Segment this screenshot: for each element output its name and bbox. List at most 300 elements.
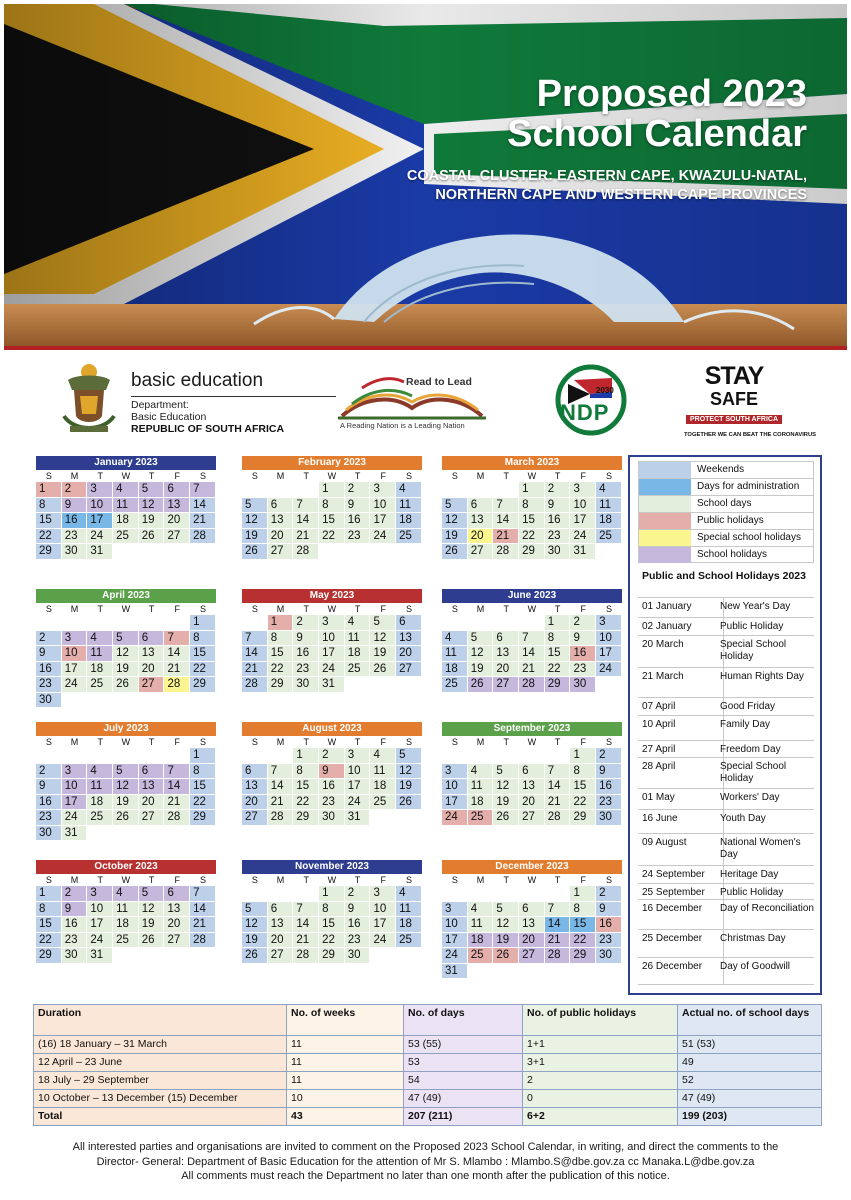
weekday-label: M	[476, 875, 485, 885]
calendar-day: 14	[293, 917, 319, 933]
calendar-day: 6	[268, 498, 294, 514]
calendar-day: 27	[164, 933, 190, 949]
calendar-day: 25	[468, 948, 494, 964]
calendar-day: 12	[493, 917, 519, 933]
weekday-label: S	[251, 471, 258, 481]
calendar-day: 19	[370, 646, 396, 662]
calendar-day: 8	[293, 764, 319, 780]
month-calendar	[242, 589, 422, 693]
summary-table	[33, 1004, 822, 1126]
calendar-day: 26	[139, 933, 165, 949]
calendar-day: 23	[345, 529, 371, 545]
month-grid	[36, 603, 216, 708]
calendar-day: 4	[396, 482, 422, 498]
calendar-day: 26	[493, 948, 519, 964]
cell-school-days: 51 (53)	[678, 1036, 822, 1054]
calendar-day: 5	[493, 764, 519, 780]
calendar-day: 16	[36, 662, 62, 678]
calendar-day: 10	[345, 764, 371, 780]
calendar-day: 3	[442, 764, 468, 780]
cell-school-days: 52	[678, 1072, 822, 1090]
calendar-day: 26	[113, 677, 139, 693]
empty-cell	[293, 886, 319, 902]
calendar-day: 29	[570, 948, 596, 964]
calendar-day: 21	[164, 662, 190, 678]
calendar-day: 30	[62, 948, 88, 964]
calendar-day: 29	[36, 948, 62, 964]
calendar-day: 17	[62, 662, 88, 678]
title-line-2: School Calendar	[507, 113, 807, 155]
coat-of-arms-icon	[58, 360, 120, 436]
month-grid	[442, 603, 622, 693]
calendar-day: 11	[396, 498, 422, 514]
holiday-name: Day of Reconciliation	[720, 903, 814, 914]
calendar-day: 25	[87, 810, 113, 826]
calendar-day: 22	[570, 933, 596, 949]
weekday-label: T	[354, 737, 361, 747]
holiday-date: 25 September	[642, 887, 705, 898]
calendar-day: 30	[545, 544, 571, 560]
holiday-name: National Women's Day	[720, 837, 801, 860]
calendar-day: 7	[190, 482, 216, 498]
cell-school-days: 47 (49)	[678, 1090, 822, 1108]
legend-swatch	[639, 496, 691, 512]
calendar-day: 31	[442, 964, 468, 980]
dbe-logo	[58, 360, 288, 440]
holiday-row	[638, 929, 814, 957]
calendar-day: 3	[596, 615, 622, 631]
empty-cell	[268, 748, 294, 764]
calendar-day: 9	[545, 498, 571, 514]
subtitle-line-2: NORTHERN CAPE AND WESTERN CAPE PROVINCES	[435, 187, 807, 203]
calendar-day: 26	[113, 810, 139, 826]
holiday-name: Family Day	[720, 719, 771, 730]
holiday-date: 01 May	[642, 792, 675, 803]
legend-label: Days for administration	[697, 481, 800, 492]
calendar-day: 7	[268, 764, 294, 780]
holiday-date: 25 December	[642, 933, 703, 944]
calendar-day: 25	[596, 529, 622, 545]
legend-swatch	[639, 530, 691, 546]
weekday-label: F	[174, 875, 181, 885]
calendar-day: 27	[242, 810, 268, 826]
weekday-label: W	[121, 737, 131, 747]
calendar-day: 13	[519, 917, 545, 933]
calendar-day: 17	[345, 779, 371, 795]
calendar-day: 26	[242, 544, 268, 560]
legend-swatch	[639, 513, 691, 529]
calendar-day: 2	[570, 615, 596, 631]
calendar-day: 15	[36, 513, 62, 529]
month-calendar	[36, 456, 216, 560]
footer-line-3: All comments must reach the Department no later than one month after the publication of this notice.	[181, 1170, 670, 1182]
weekday-label: T	[148, 471, 155, 481]
holiday-name: Human Rights Day	[720, 671, 804, 682]
holiday-row	[638, 667, 814, 697]
calendar-day: 30	[293, 677, 319, 693]
holiday-date: 27 April	[642, 744, 676, 755]
calendar-day: 16	[545, 513, 571, 529]
calendar-day: 5	[493, 902, 519, 918]
calendar-day: 10	[596, 631, 622, 647]
empty-cell	[242, 748, 268, 764]
calendar-day: 2	[36, 764, 62, 780]
cell-total-days: 207 (211)	[404, 1108, 523, 1126]
empty-cell	[493, 615, 519, 631]
calendar-day: 28	[545, 948, 571, 964]
calendar-day: 23	[36, 677, 62, 693]
weekday-label: S	[45, 737, 52, 747]
weekday-label: S	[451, 875, 458, 885]
calendar-day: 25	[468, 810, 494, 826]
calendar-day: 11	[468, 917, 494, 933]
empty-cell	[36, 615, 62, 631]
calendar-day: 10	[442, 917, 468, 933]
calendar-day: 20	[268, 529, 294, 545]
calendar-day: 9	[36, 779, 62, 795]
cell-public-holidays: 3+1	[523, 1054, 678, 1072]
calendar-day: 15	[268, 646, 294, 662]
calendar-day: 28	[190, 529, 216, 545]
calendar-day: 3	[370, 482, 396, 498]
month-title: June 2023	[442, 589, 622, 603]
weekday-label: S	[251, 604, 258, 614]
weekday-label: S	[451, 604, 458, 614]
calendar-day: 2	[319, 748, 345, 764]
calendar-day: 19	[493, 795, 519, 811]
calendar-day: 25	[370, 795, 396, 811]
cell-days: 54	[404, 1072, 523, 1090]
month-calendar	[242, 456, 422, 560]
calendar-day: 23	[319, 795, 345, 811]
calendar-day: 5	[242, 902, 268, 918]
calendar-day: 9	[62, 902, 88, 918]
calendar-day: 27	[164, 529, 190, 545]
cell-weeks: 11	[287, 1036, 404, 1054]
weekday-label: W	[327, 737, 337, 747]
weekday-label: T	[554, 471, 561, 481]
empty-cell	[468, 482, 494, 498]
weekday-label: W	[527, 737, 537, 747]
calendar-day: 4	[87, 764, 113, 780]
calendar-day: 14	[242, 646, 268, 662]
calendar-day: 20	[139, 662, 165, 678]
calendar-day: 20	[468, 529, 494, 545]
calendar-day: 27	[519, 948, 545, 964]
empty-cell	[545, 886, 571, 902]
calendar-day: 23	[596, 795, 622, 811]
calendar-day: 30	[570, 677, 596, 693]
calendar-day: 29	[319, 948, 345, 964]
cell-duration: 10 October – 13 December (15) December	[34, 1090, 287, 1108]
weekday-label: T	[97, 875, 103, 885]
calendar-day: 28	[493, 544, 519, 560]
calendar-day: 27	[493, 677, 519, 693]
calendar-day: 16	[36, 795, 62, 811]
stay-word: STAY	[704, 362, 764, 390]
month-title: January 2023	[36, 456, 216, 470]
calendar-day: 14	[493, 513, 519, 529]
weekday-label: S	[451, 471, 458, 481]
calendar-day: 24	[370, 529, 396, 545]
calendar-day: 21	[293, 529, 319, 545]
calendar-day: 8	[570, 764, 596, 780]
month-calendar	[442, 456, 622, 560]
calendar-day: 10	[570, 498, 596, 514]
calendar-day: 30	[36, 693, 62, 709]
weekday-label: T	[97, 471, 103, 481]
holiday-name: New Year's Day	[720, 601, 791, 612]
weekday-label: T	[303, 875, 309, 885]
weekday-label: T	[303, 737, 309, 747]
cell-public-holidays: 2	[523, 1072, 678, 1090]
calendar-day: 19	[468, 662, 494, 678]
calendar-day: 18	[396, 513, 422, 529]
cell-duration: (16) 18 January – 31 March	[34, 1036, 287, 1054]
calendar-day: 7	[293, 498, 319, 514]
weekday-label: S	[251, 737, 258, 747]
footer-line-1: All interested parties and organisations are invited to comment on the Proposed 2023 School Calendar, in writing, and direct the comments to the	[72, 1141, 779, 1153]
calendar-day: 1	[319, 886, 345, 902]
calendar-day: 7	[164, 764, 190, 780]
calendar-day: 25	[345, 662, 371, 678]
calendar-day: 8	[36, 498, 62, 514]
weekday-label: S	[45, 875, 52, 885]
calendar-day: 12	[396, 764, 422, 780]
cell-days: 53 (55)	[404, 1036, 523, 1054]
cell-weeks: 10	[287, 1090, 404, 1108]
calendar-day: 21	[268, 795, 294, 811]
calendar-day: 11	[442, 646, 468, 662]
holiday-date: 09 August	[642, 837, 687, 848]
weekday-label: T	[554, 604, 561, 614]
calendar-day: 25	[87, 677, 113, 693]
month-title: July 2023	[36, 722, 216, 736]
empty-cell	[468, 886, 494, 902]
calendar-day: 19	[396, 779, 422, 795]
calendar-day: 2	[596, 886, 622, 902]
weekday-label: W	[527, 604, 537, 614]
calendar-day: 18	[396, 917, 422, 933]
calendar-day: 10	[62, 779, 88, 795]
empty-cell	[519, 886, 545, 902]
month-calendar	[36, 589, 216, 708]
calendar-day: 24	[87, 933, 113, 949]
calendar-day: 19	[139, 513, 165, 529]
holiday-name: Day of Goodwill	[720, 961, 791, 972]
hero-divider	[4, 346, 847, 350]
calendar-day: 9	[319, 764, 345, 780]
calendar-day: 22	[268, 662, 294, 678]
weekday-label: S	[199, 737, 206, 747]
calendar-day: 29	[570, 810, 596, 826]
calendar-day: 27	[139, 677, 165, 693]
calendar-day: 1	[36, 482, 62, 498]
col-school-days: Actual no. of school days	[678, 1005, 822, 1036]
month-title: February 2023	[242, 456, 422, 470]
calendar-day: 28	[242, 677, 268, 693]
calendar-day: 5	[113, 631, 139, 647]
table-row	[34, 1072, 822, 1090]
month-grid	[242, 874, 422, 964]
empty-cell	[62, 748, 88, 764]
calendar-day: 15	[190, 779, 216, 795]
calendar-day: 20	[268, 933, 294, 949]
calendar-day: 3	[442, 902, 468, 918]
calendar-day: 18	[370, 779, 396, 795]
calendar-day: 30	[345, 948, 371, 964]
calendar-day: 26	[370, 662, 396, 678]
weekday-label: W	[121, 604, 131, 614]
calendar-day: 15	[190, 646, 216, 662]
calendar-day: 13	[164, 902, 190, 918]
calendar-day: 31	[345, 810, 371, 826]
calendar-day: 29	[545, 677, 571, 693]
calendar-day: 15	[570, 779, 596, 795]
calendar-day: 17	[87, 917, 113, 933]
calendar-day: 16	[62, 917, 88, 933]
calendar-day: 1	[36, 886, 62, 902]
calendar-day: 20	[493, 662, 519, 678]
calendar-day: 18	[87, 662, 113, 678]
calendar-day: 28	[293, 544, 319, 560]
cell-total-school-days: 199 (203)	[678, 1108, 822, 1126]
calendar-day: 28	[164, 810, 190, 826]
cell-total-weeks: 43	[287, 1108, 404, 1126]
month-grid	[36, 874, 216, 964]
weekday-label: T	[503, 604, 509, 614]
col-days: No. of days	[404, 1005, 523, 1036]
weekday-label: M	[276, 471, 285, 481]
empty-cell	[268, 886, 294, 902]
weekday-label: W	[121, 875, 131, 885]
calendar-day: 9	[570, 631, 596, 647]
calendar-day: 4	[87, 631, 113, 647]
weekday-label: T	[503, 737, 509, 747]
calendar-day: 22	[545, 662, 571, 678]
weekday-label: F	[580, 604, 587, 614]
calendar-day: 28	[190, 933, 216, 949]
calendar-day: 11	[113, 902, 139, 918]
legend-item	[638, 478, 814, 495]
calendar-day: 16	[596, 917, 622, 933]
weekday-label: S	[405, 875, 412, 885]
calendar-day: 2	[345, 886, 371, 902]
weekday-label: S	[605, 604, 612, 614]
calendar-day: 7	[293, 902, 319, 918]
holiday-row	[638, 788, 814, 809]
weekday-label: M	[476, 737, 485, 747]
calendar-day: 13	[493, 646, 519, 662]
calendar-day: 30	[36, 826, 62, 842]
holiday-row	[638, 697, 814, 715]
calendar-day: 19	[242, 529, 268, 545]
calendar-day: 4	[442, 631, 468, 647]
cell-days: 47 (49)	[404, 1090, 523, 1108]
month-grid	[242, 470, 422, 560]
calendar-day: 4	[370, 748, 396, 764]
calendar-day: 22	[293, 795, 319, 811]
calendar-day: 20	[519, 933, 545, 949]
holiday-row	[638, 809, 814, 833]
holiday-name: Good Friday	[720, 701, 776, 712]
month-calendar	[242, 860, 422, 964]
calendar-day: 26	[396, 795, 422, 811]
calendar-day: 19	[242, 933, 268, 949]
empty-cell	[493, 748, 519, 764]
weekday-label: F	[380, 875, 387, 885]
calendar-day: 18	[345, 646, 371, 662]
calendar-day: 2	[596, 748, 622, 764]
rtl-title: Read to Lead	[406, 376, 472, 388]
calendar-day: 7	[545, 902, 571, 918]
calendar-day: 19	[493, 933, 519, 949]
weekday-label: F	[380, 604, 387, 614]
month-grid	[242, 736, 422, 826]
calendar-day: 12	[113, 779, 139, 795]
holiday-name: Special School Holiday	[720, 761, 787, 784]
month-calendar	[442, 860, 622, 979]
calendar-day: 19	[442, 529, 468, 545]
footer-notice	[20, 1140, 831, 1184]
calendar-day: 3	[570, 482, 596, 498]
empty-cell	[164, 615, 190, 631]
calendar-day: 4	[468, 764, 494, 780]
calendar-day: 17	[442, 795, 468, 811]
holiday-date: 28 April	[642, 761, 676, 772]
weekday-label: M	[476, 604, 485, 614]
weekday-label: S	[405, 471, 412, 481]
month-title: August 2023	[242, 722, 422, 736]
cell-weeks: 11	[287, 1072, 404, 1090]
weekday-label: M	[70, 737, 79, 747]
calendar-day: 14	[164, 779, 190, 795]
weekday-label: T	[354, 875, 361, 885]
calendar-day: 21	[190, 917, 216, 933]
holiday-name: Public Holiday	[720, 887, 784, 898]
calendar-day: 1	[519, 482, 545, 498]
calendar-day: 13	[268, 513, 294, 529]
cell-total-label: Total	[34, 1108, 287, 1126]
empty-cell	[268, 482, 294, 498]
calendar-day: 4	[113, 886, 139, 902]
calendar-day: 24	[345, 795, 371, 811]
calendar-day: 3	[370, 886, 396, 902]
calendar-day: 7	[519, 631, 545, 647]
calendar-day: 3	[345, 748, 371, 764]
calendar-day: 23	[293, 662, 319, 678]
calendar-day: 6	[396, 615, 422, 631]
calendar-day: 21	[190, 513, 216, 529]
calendar-day: 6	[268, 902, 294, 918]
calendar-day: 8	[319, 902, 345, 918]
calendar-day: 21	[519, 662, 545, 678]
dbe-dept-name: Basic Education	[131, 411, 207, 423]
calendar-day: 22	[570, 795, 596, 811]
safe-word: SAFE	[709, 389, 758, 409]
calendar-day: 26	[468, 677, 494, 693]
holiday-date: 10 April	[642, 719, 676, 730]
weekday-label: T	[303, 604, 309, 614]
calendar-day: 21	[242, 662, 268, 678]
calendar-day: 27	[396, 662, 422, 678]
calendar-day: 15	[293, 779, 319, 795]
calendar-day: 25	[113, 933, 139, 949]
calendar-day: 27	[468, 544, 494, 560]
calendar-day: 9	[36, 646, 62, 662]
weekday-label: W	[527, 875, 537, 885]
calendar-day: 17	[87, 513, 113, 529]
